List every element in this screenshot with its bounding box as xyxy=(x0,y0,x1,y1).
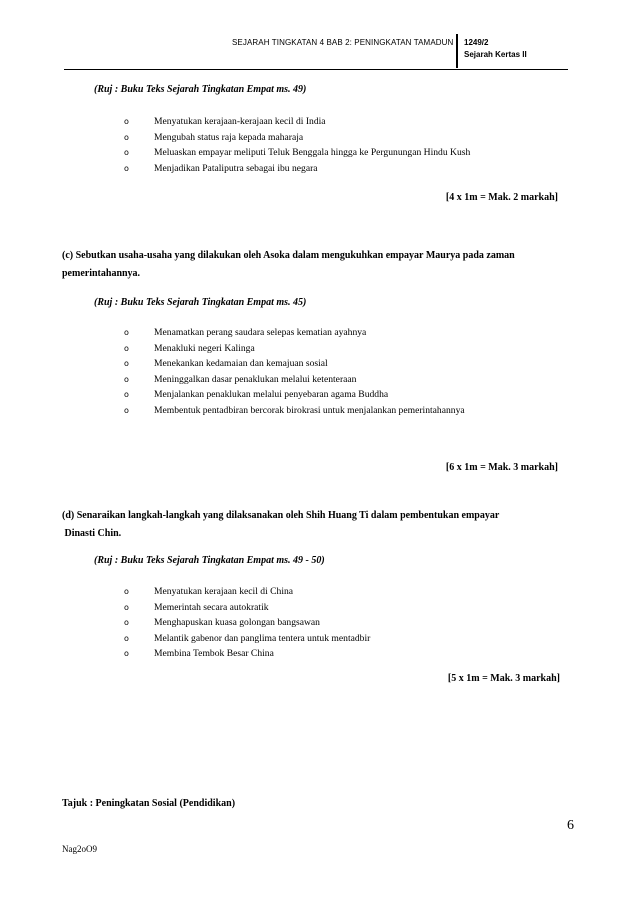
bullet-icon: o xyxy=(124,374,129,384)
section-b-answer-list xyxy=(124,114,470,176)
list-item xyxy=(124,161,470,177)
section-d-answer-list xyxy=(124,584,370,662)
section-b-reference: (Ruj : Buku Teks Sejarah Tingkatan Empat ms. 49) xyxy=(94,84,307,95)
list-item xyxy=(124,145,470,161)
section-c-question xyxy=(62,247,572,283)
list-item-text: Mengubah status raja kepada maharaja xyxy=(154,131,304,143)
list-item xyxy=(124,325,465,341)
bullet-icon: o xyxy=(124,618,129,628)
section-d-reference: (Ruj : Buku Teks Sejarah Tingkatan Empat ms. 49 - 50) xyxy=(94,555,325,566)
bullet-icon: o xyxy=(124,405,129,415)
list-item-text: Menjadikan Pataliputra sebagai ibu negara xyxy=(154,162,318,174)
list-item-text: Menyatukan kerajaan-kerajaan kecil di India xyxy=(154,116,326,127)
header-paper-info xyxy=(464,37,527,61)
section-c-marks: [6 x 1m = Mak. 3 markah] xyxy=(445,462,558,473)
bullet-icon: o xyxy=(124,163,129,173)
section-c-answer-list xyxy=(124,325,465,419)
list-item xyxy=(124,403,465,419)
header-paper-name: Sejarah Kertas II xyxy=(464,50,527,59)
bullet-icon: o xyxy=(124,343,129,353)
section-c-reference: (Ruj : Buku Teks Sejarah Tingkatan Empat ms. 45) xyxy=(94,297,307,308)
list-item-text: Menyatukan kerajaan kecil di China xyxy=(154,586,294,597)
section-b-marks: [4 x 1m = Mak. 2 markah] xyxy=(445,192,558,203)
list-item-text: Meluaskan empayar meliputi Teluk Benggala hingga ke Pergunungan Hindu Kush xyxy=(154,147,471,159)
bullet-icon: o xyxy=(124,117,129,126)
bullet-icon: o xyxy=(124,602,129,612)
list-item-text: Meninggalkan dasar penaklukan melalui ketenteraan xyxy=(154,373,357,385)
list-item xyxy=(124,646,370,662)
question-line: (d) Senaraikan langkah-langkah yang dilaksanakan oleh Shih Huang Ti dalam pembentukan empayar xyxy=(62,510,500,521)
bullet-icon: o xyxy=(124,328,129,337)
list-item-text: Menakluki negeri Kalinga xyxy=(154,342,255,354)
list-item-text: Menghapuskan kuasa golongan bangsawan xyxy=(154,617,320,629)
list-item xyxy=(124,114,470,130)
list-item xyxy=(124,130,470,146)
section-d-marks: [5 x 1m = Mak. 3 markah] xyxy=(447,673,560,684)
header-rule xyxy=(64,69,568,70)
header-divider xyxy=(456,34,458,68)
header-paper-code: 1249/2 xyxy=(464,38,489,47)
topic-heading: Tajuk : Peningkatan Sosial (Pendidikan) xyxy=(62,798,236,809)
bullet-icon: o xyxy=(124,132,129,142)
list-item xyxy=(124,387,465,403)
list-item xyxy=(124,356,465,372)
list-item xyxy=(124,600,370,616)
bullet-icon: o xyxy=(124,148,129,158)
question-line: Dinasti Chin. xyxy=(62,528,122,539)
page-number: 6 xyxy=(567,818,574,833)
bullet-icon: o xyxy=(124,633,129,643)
list-item-text: Melantik gabenor dan panglima tentera untuk mentadbir xyxy=(154,632,371,644)
bullet-icon: o xyxy=(124,649,129,659)
question-line: (c) Sebutkan usaha-usaha yang dilakukan oleh Asoka dalam mengukuhkan empayar Maurya pada zaman xyxy=(62,250,515,261)
question-line: pemerintahannya. xyxy=(62,268,141,279)
list-item-text: Menekankan kedamaian dan kemajuan sosial xyxy=(154,358,328,370)
list-item xyxy=(124,584,370,600)
bullet-icon: o xyxy=(124,359,129,369)
header-course-title: SEJARAH TINGKATAN 4 BAB 2: PENINGKATAN TAMADUN xyxy=(232,38,454,47)
footer-code: Nag2oO9 xyxy=(62,844,97,854)
list-item-text: Menamatkan perang saudara selepas kematian ayahnya xyxy=(154,327,367,338)
list-item xyxy=(124,341,465,357)
bullet-icon: o xyxy=(124,587,129,596)
bullet-icon: o xyxy=(124,390,129,400)
list-item-text: Memerintah secara autokratik xyxy=(154,601,269,613)
list-item-text: Membina Tembok Besar China xyxy=(154,648,274,660)
list-item xyxy=(124,372,465,388)
list-item xyxy=(124,615,370,631)
list-item xyxy=(124,631,370,647)
list-item-text: Membentuk pentadbiran bercorak birokrasi untuk menjalankan pemerintahannya xyxy=(154,404,465,416)
list-item-text: Menjalankan penaklukan melalui penyebaran agama Buddha xyxy=(154,389,389,401)
section-d-question xyxy=(62,507,572,543)
